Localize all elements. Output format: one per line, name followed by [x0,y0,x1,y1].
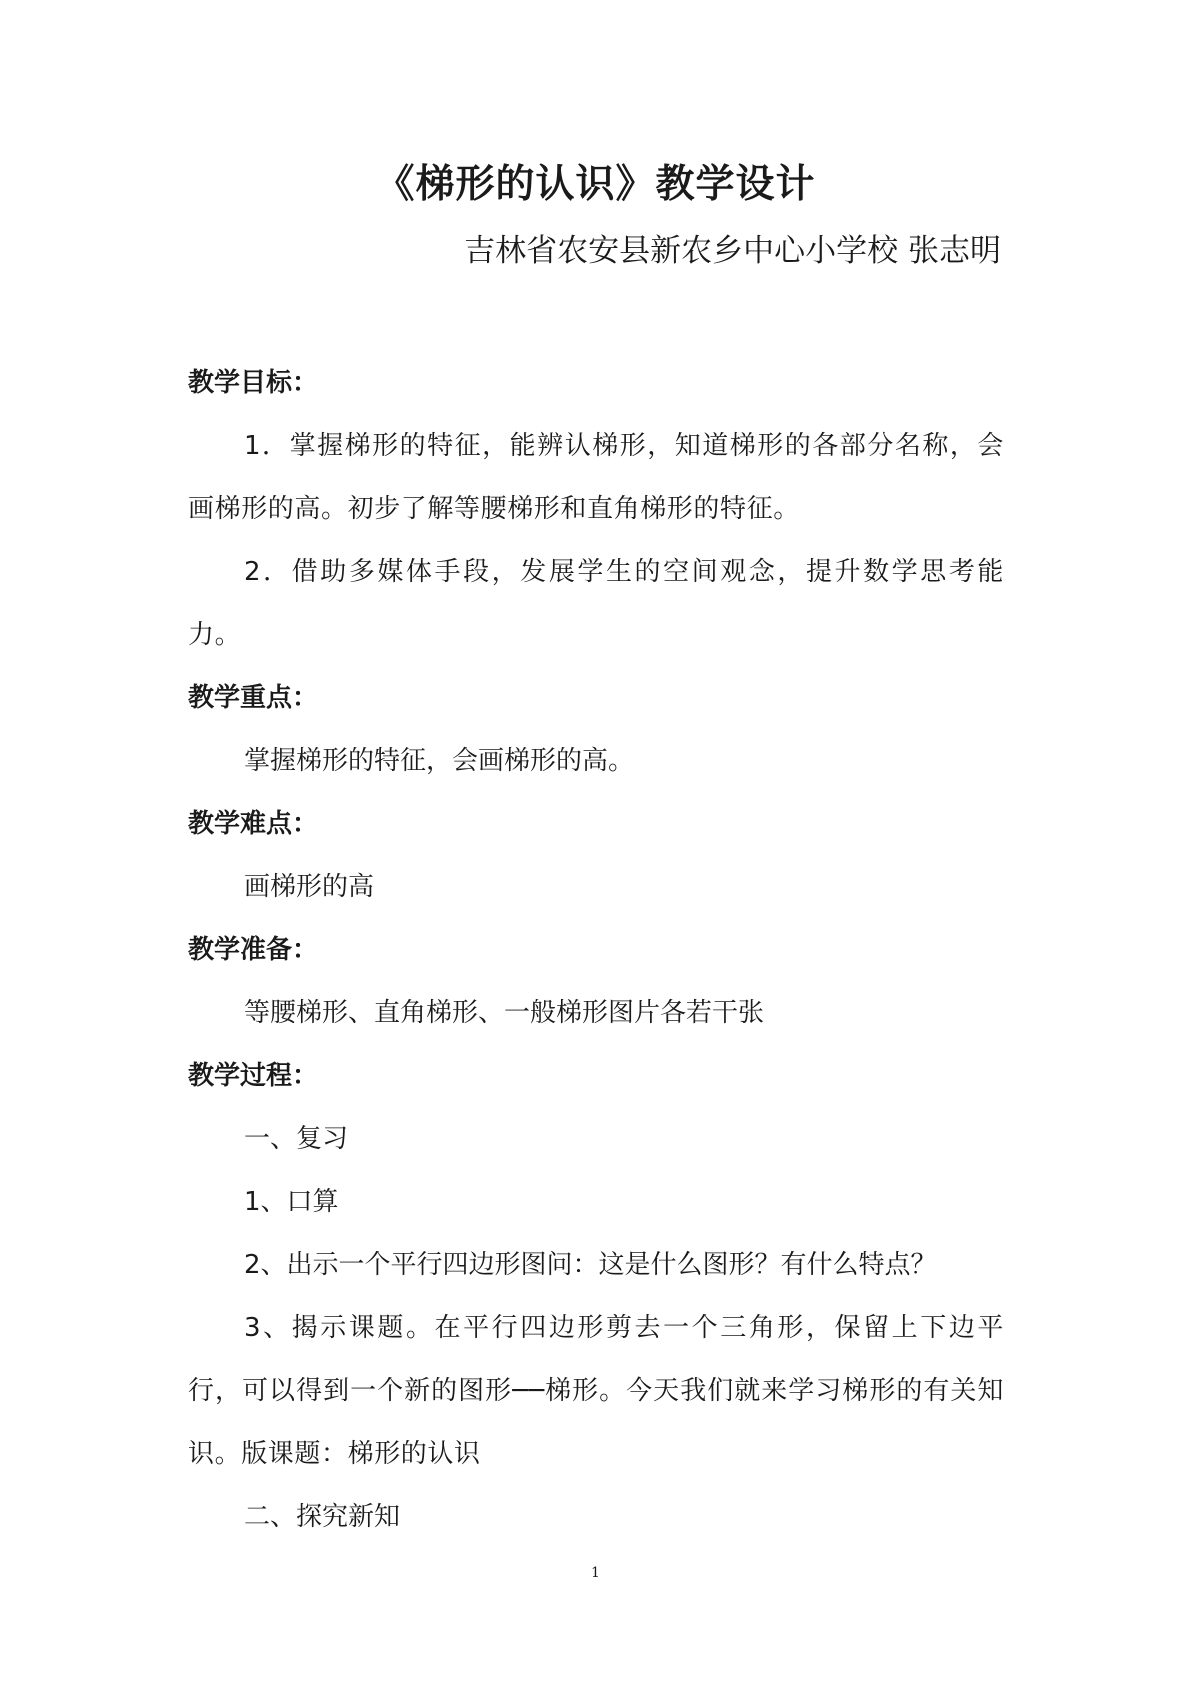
process-step-1: 1、口算 [244,1187,339,1217]
difficulties-text: 画梯形的高 [244,872,375,902]
difficulties-heading: 教学难点： [188,809,319,839]
preparation-heading: 教学准备： [188,935,319,965]
key-points-heading: 教学重点： [188,683,319,713]
document-title: 《梯形的认识》教学设计 [375,162,816,207]
process-step-2: 2、出示一个平行四边形图问：这是什么图形？有什么特点？ [244,1250,937,1280]
key-points-text: 掌握梯形的特征，会画梯形的高。 [244,746,635,776]
page-number: 1 [591,1565,600,1581]
goals-heading: 教学目标： [188,368,319,398]
process-part-1: 一、复习 [244,1124,349,1154]
process-step-3: 3、揭示课题。在平行四边形剪去一个三角形，保留上下边平行，可以得到一个新的图形──梯形。今天我们就来学习梯形的有关知识。版课题：梯形的认识 [188,1313,1004,1469]
process-heading: 教学过程： [188,1061,319,1091]
preparation-text: 等腰梯形、直角梯形、一般梯形图片各若干张 [244,998,765,1028]
goal-item-1: 1．掌握梯形的特征，能辨认梯形，知道梯形的各部分名称，会画梯形的高。初步了解等腰梯形和直角梯形的特征。 [188,431,1004,524]
document-body [188,352,1004,1549]
author-line: 吉林省农安县新农乡中心小学校 张志明 [464,233,1001,269]
process-part-2: 二、探究新知 [244,1502,401,1532]
goal-item-2: 2．借助多媒体手段，发展学生的空间观念，提升数学思考能力。 [188,557,1004,650]
